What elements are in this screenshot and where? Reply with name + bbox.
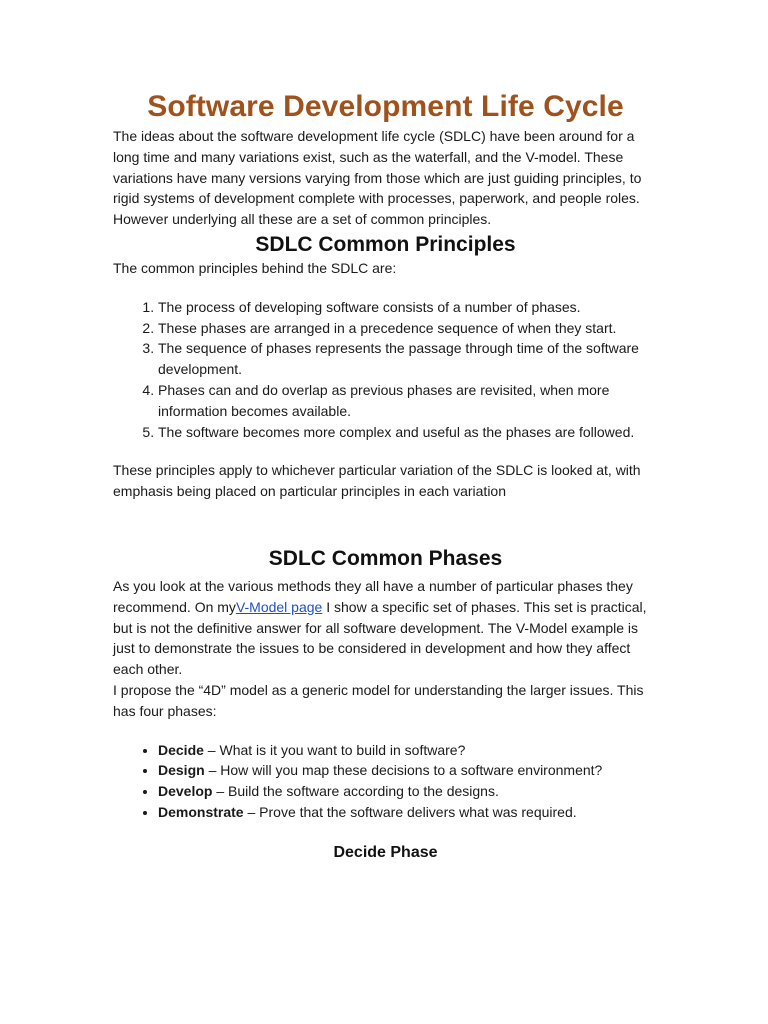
principles-closing: These principles apply to whichever particular variation of the SDLC is looked at, with emphasis being placed on particular principles in each variation — [113, 462, 641, 500]
principles-lead: The common principles behind the SDLC are: — [113, 259, 397, 276]
page-title: Software Development Life Cycle — [147, 90, 624, 123]
decide-phase-heading: Decide Phase — [333, 843, 438, 861]
phase-term: Design — [158, 762, 205, 779]
phase-term: Demonstrate — [158, 803, 244, 820]
principle-item: 4. Phases can and do overlap as previous phases are revisited, when more information becomes available. — [158, 380, 658, 422]
phase-description: – Build the software according to the designs. — [212, 783, 499, 800]
phase-term: Decide — [158, 741, 204, 758]
v-model-page-link[interactable]: V-Model page — [235, 598, 323, 615]
principle-item: 2. These phases are arranged in a precedence sequence of when they start. — [158, 318, 658, 339]
phases-text-before-link: As you look at the various methods they all have a number of particular phases they recommend. On my — [113, 577, 633, 615]
phase-item — [158, 802, 658, 823]
principle-item: 3. The sequence of phases represents the passage through time of the software development. — [158, 338, 658, 380]
phase-item — [158, 760, 658, 781]
phases-text-after-link: I show a specific set of phases. This set is practical, but is not the definitive answer for all software development. The V-Model example is just to demonstrate the issues to be considered in development and how they affect each other. — [113, 598, 647, 678]
principles-list — [113, 297, 658, 443]
phase-term: Develop — [158, 783, 213, 800]
principle-item: 1. The process of developing software consists of a number of phases. — [158, 297, 658, 318]
phase-item — [158, 740, 658, 761]
document-body — [113, 88, 658, 865]
phase-description: – What is it you want to build in software? — [203, 741, 466, 758]
phase-description: – How will you map these decisions to a software environment? — [204, 762, 603, 779]
principle-item: 5. The software becomes more complex and useful as the phases are followed. — [158, 422, 658, 443]
phases-list — [113, 740, 658, 823]
phase-item — [158, 781, 658, 802]
phases-paragraph — [113, 576, 658, 680]
intro-paragraph: The ideas about the software development life cycle (SDLC) have been around for a long time and many variations exist, such as the waterfall, and the V-model. These variations have many versions varying from those which are just guiding principles, to rigid systems of development complete with processes, paperwork, and people roles. However underlying all these are a set of common principles. — [113, 128, 642, 228]
principles-heading: SDLC Common Principles — [255, 232, 516, 256]
phase-description: – Prove that the software delivers what was required. — [243, 803, 577, 820]
phases-heading: SDLC Common Phases — [268, 546, 503, 570]
four-d-paragraph: I propose the “4D” model as a generic model for understanding the larger issues. This has four phases: — [113, 681, 644, 719]
